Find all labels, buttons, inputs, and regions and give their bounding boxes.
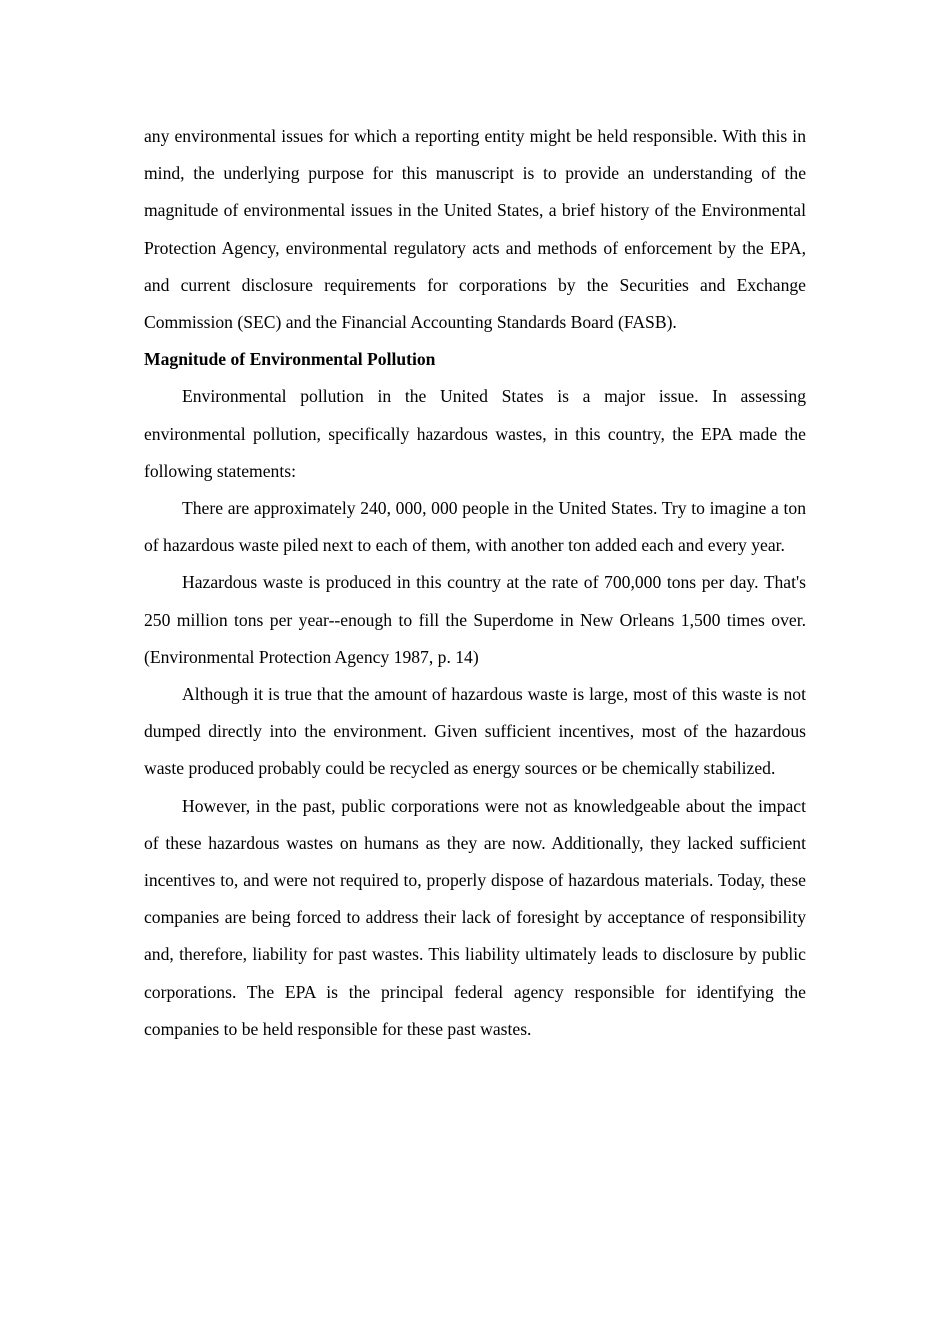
paragraph-recycling: Although it is true that the amount of hazardous waste is large, most of this waste is not dumped directly into the environment. Given sufficient incentives, most of the hazardous waste produced probably could be recycled as energy sources or be chemically stabilized. — [144, 684, 806, 779]
paragraph-waste-rate-quote: Hazardous waste is produced in this country at the rate of 700,000 tons per day. That's 250 million tons per year--enough to fill the Superdome in New Orleans 1,500 times over. (Environmental Protection Agency 1987, p. 14) — [144, 572, 806, 667]
document-page — [144, 118, 806, 1048]
section-heading: Magnitude of Environmental Pollution — [144, 349, 436, 370]
paragraph-population-quote: There are approximately 240, 000, 000 people in the United States. Try to imagine a ton of hazardous waste piled next to each of them, with another ton added each and every year. — [144, 498, 806, 556]
paragraph-intro-continuation: any environmental issues for which a reporting entity might be held responsible. With this in mind, the underlying purpose for this manuscript is to provide an understanding of the magnitude of environmental issues in the United States, a brief history of the Environmental Protection Agency, environmental regulatory acts and methods of enforcement by the EPA, and current disclosure requirements for corporations by the Securities and Exchange Commission (SEC) and the Financial Accounting Standards Board (FASB). — [144, 126, 806, 333]
paragraph-pollution-issue: Environmental pollution in the United States is a major issue. In assessing environmental pollution, specifically hazardous wastes, in this country, the EPA made the following statements: — [144, 386, 806, 481]
paragraph-past-corporations: However, in the past, public corporations were not as knowledgeable about the impact of these hazardous wastes on humans as they are now. Additionally, they lacked sufficient incentives to, and were not required to, properly dispose of hazardous materials. Today, these companies are being forced to address their lack of foresight by acceptance of responsibility and, therefore, liability for past wastes. This liability ultimately leads to disclosure by public corporations. The EPA is the principal federal agency responsible for identifying the companies to be held responsible for these past wastes. — [144, 795, 806, 1039]
